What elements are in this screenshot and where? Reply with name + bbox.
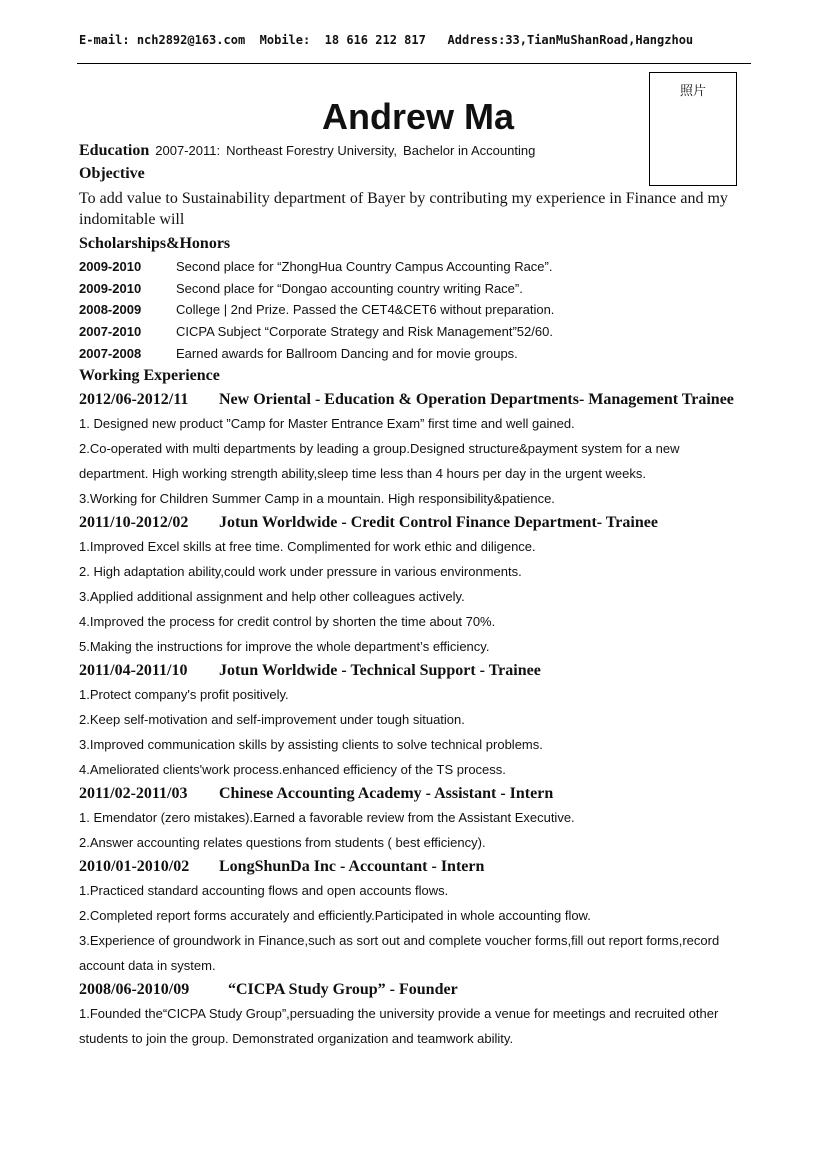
list-item: 1.Protect company's profit positively. [79, 687, 289, 703]
education-school: Northeast Forestry University, [226, 143, 398, 158]
list-item [79, 299, 739, 321]
resume-content [79, 140, 739, 1051]
mobile-value: 18 616 212 817 [324, 33, 426, 47]
list-item: 2.Co-operated with multi departments by leading a group.Designed structure&payment system for a new department. High working strength ability,sleep time less than 4 hours per day in the urgent weeks. [79, 441, 680, 482]
list-item: 1.Founded the“CICPA Study Group”,persuading the university provide a venue for meetings and recruited other students to join the group. Demonstrated organization and teamwork ability. [79, 1006, 719, 1047]
job-entry [79, 660, 739, 782]
mobile-label: Mobile: [259, 33, 311, 47]
honor-text: Second place for “ZhongHua Country Campus Accounting Race”. [176, 259, 553, 274]
job-heading [79, 512, 739, 534]
list-item: 3.Experience of groundwork in Finance,such as sort out and complete voucher forms,fill out report forms,record account data in system. [79, 933, 720, 974]
job-bullets [79, 805, 739, 855]
job-entry [79, 783, 739, 855]
job-entry [79, 389, 739, 511]
photo-label: 照片 [679, 84, 706, 99]
job-heading [79, 856, 739, 878]
job-title: New Oriental - Education & Operation Departments- Management Trainee [219, 391, 734, 409]
contact-header [79, 33, 693, 47]
job-dates: 2008/06-2010/09 [79, 981, 190, 999]
header-divider [77, 63, 751, 64]
job-title: Chinese Accounting Academy - Assistant - Intern [219, 785, 554, 803]
job-bullets [79, 1001, 739, 1051]
job-bullets [79, 411, 739, 511]
job-entry [79, 979, 739, 1051]
email-value: nch2892@163.com [136, 33, 246, 47]
list-item: 1. Designed new product ”Camp for Master Entrance Exam” first time and well gained. [79, 416, 575, 432]
job-dates: 2012/06-2012/11 [79, 391, 189, 409]
list-item [79, 321, 739, 343]
job-title: Jotun Worldwide - Technical Support - Trainee [219, 662, 541, 680]
honor-year: 2008-2009 [79, 302, 142, 318]
honor-text: Second place for “Dongao accounting country writing Race”. [176, 280, 523, 296]
address-value: Address:33,TianMuShanRoad,Hangzhou [447, 33, 694, 47]
list-item [79, 343, 739, 365]
list-item: 1. Emendator (zero mistakes).Earned a favorable review from the Assistant Executive. [79, 810, 575, 826]
list-item: 3.Working for Children Summer Camp in a mountain. High responsibility&patience. [79, 491, 555, 507]
job-dates: 2011/10-2012/02 [79, 514, 189, 532]
job-title: Jotun Worldwide - Credit Control Finance Department- Trainee [219, 514, 658, 532]
list-item: 1.Improved Excel skills at free time. Complimented for work ethic and diligence. [79, 539, 536, 555]
list-item: 2.Answer accounting relates questions from students ( best efficiency). [79, 835, 486, 851]
experience-title: Working Experience [79, 367, 220, 385]
job-dates: 2011/02-2011/03 [79, 785, 188, 803]
list-item: 1.Practiced standard accounting flows and open accounts flows. [79, 883, 449, 899]
list-item [79, 278, 739, 300]
honors-title: Scholarships&Honors [79, 235, 231, 252]
list-item: 4.Ameliorated clients'work process.enhanced efficiency of the TS process. [79, 762, 506, 778]
list-item [79, 256, 739, 278]
list-item: 2.Completed report forms accurately and efficiently.Participated in whole accounting flow. [79, 908, 591, 924]
honors-list [79, 256, 739, 364]
job-dates: 2011/04-2011/10 [79, 662, 188, 680]
job-heading [79, 979, 739, 1001]
honor-year: 2009-2010 [79, 259, 142, 274]
education-years: 2007-2011: [155, 143, 221, 158]
education-title: Education [79, 142, 150, 159]
job-bullets [79, 682, 739, 782]
honor-text: Earned awards for Ballroom Dancing and for movie groups. [176, 345, 518, 361]
job-heading [79, 660, 739, 682]
honor-year: 2009-2010 [79, 280, 142, 296]
job-entry [79, 512, 739, 659]
job-bullets [79, 534, 739, 659]
list-item: 2. High adaptation ability,could work under pressure in various environments. [79, 564, 522, 580]
objective-title: Objective [79, 165, 145, 182]
job-bullets [79, 878, 739, 978]
job-heading [79, 389, 739, 411]
honor-text: College | 2nd Prize. Passed the CET4&CET6 without preparation. [176, 302, 555, 318]
candidate-name: Andrew Ma [321, 96, 515, 137]
education-row [79, 140, 739, 162]
list-item: 3.Improved communication skills by assisting clients to solve technical problems. [79, 737, 543, 753]
job-title: LongShunDa Inc - Accountant - Intern [219, 858, 485, 876]
honor-year: 2007-2010 [79, 324, 142, 340]
honor-year: 2007-2008 [79, 345, 142, 361]
objective-text: To add value to Sustainability department of Bayer by contributing my experience in Finance and my indomitable will [79, 190, 728, 228]
email-label: E-mail: [79, 33, 130, 47]
list-item: 3.Applied additional assignment and help other colleagues actively. [79, 589, 465, 605]
honor-text: CICPA Subject “Corporate Strategy and Risk Management”52/60. [176, 324, 553, 340]
education-degree: Bachelor in Accounting [403, 143, 536, 158]
list-item: 4.Improved the process for credit control by shorten the time about 70%. [79, 614, 496, 630]
job-heading [79, 783, 739, 805]
job-title: “CICPA Study Group” - Founder [228, 981, 458, 999]
list-item: 5.Making the instructions for improve the whole department’s efficiency. [79, 639, 490, 655]
list-item: 2.Keep self-motivation and self-improvement under tough situation. [79, 712, 465, 728]
job-dates: 2010/01-2010/02 [79, 858, 190, 876]
job-entry [79, 856, 739, 978]
